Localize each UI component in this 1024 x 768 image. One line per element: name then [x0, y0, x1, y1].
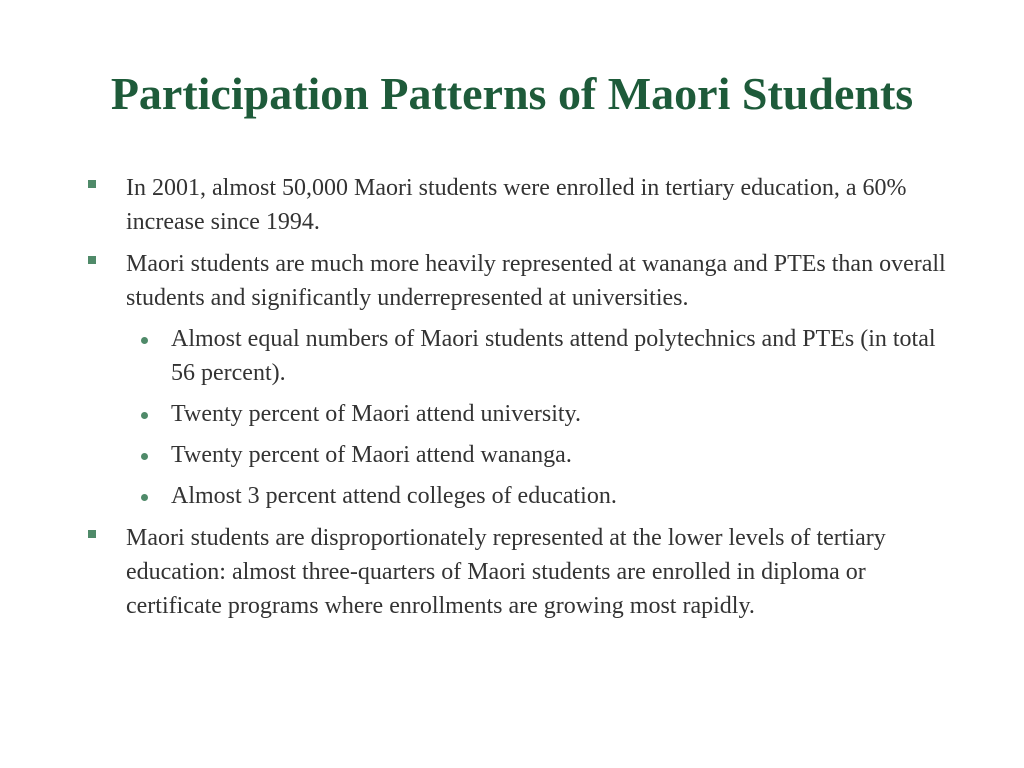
sub-bullet-item — [126, 438, 956, 472]
sub-bullet-item — [126, 479, 956, 513]
square-bullet-icon — [88, 180, 96, 188]
square-bullet-icon — [88, 256, 96, 264]
sub-bullet-item — [126, 322, 956, 390]
bullet-list — [86, 171, 956, 631]
sub-bullet-text: Almost equal numbers of Maori students attend polytechnics and PTEs (in total 56 percent). — [171, 326, 936, 386]
bullet-item — [86, 521, 956, 623]
dot-bullet-icon — [141, 494, 148, 501]
square-bullet-icon — [88, 530, 96, 538]
sub-bullet-list — [126, 322, 956, 513]
sub-bullet-text: Twenty percent of Maori attend wananga. — [171, 442, 572, 468]
bullet-text: Maori students are disproportionately represented at the lower levels of tertiary education: almost three-quarters of Maori students are enrolled in diploma or certificate programs where enrollments are growing most rapidly. — [126, 525, 886, 619]
slide-title: Participation Patterns of Maori Students — [110, 68, 914, 119]
dot-bullet-icon — [141, 337, 148, 344]
bullet-item — [86, 171, 956, 239]
sub-bullet-item — [126, 397, 956, 431]
bullet-text: In 2001, almost 50,000 Maori students were enrolled in tertiary education, a 60% increase since 1994. — [126, 175, 907, 235]
sub-bullet-text: Almost 3 percent attend colleges of education. — [171, 483, 617, 509]
sub-bullet-text: Twenty percent of Maori attend university. — [171, 401, 581, 427]
bullet-item — [86, 247, 956, 513]
dot-bullet-icon — [141, 453, 148, 460]
dot-bullet-icon — [141, 412, 148, 419]
bullet-text: Maori students are much more heavily represented at wananga and PTEs than overall students and significantly underrepresented at universities. — [126, 251, 946, 311]
